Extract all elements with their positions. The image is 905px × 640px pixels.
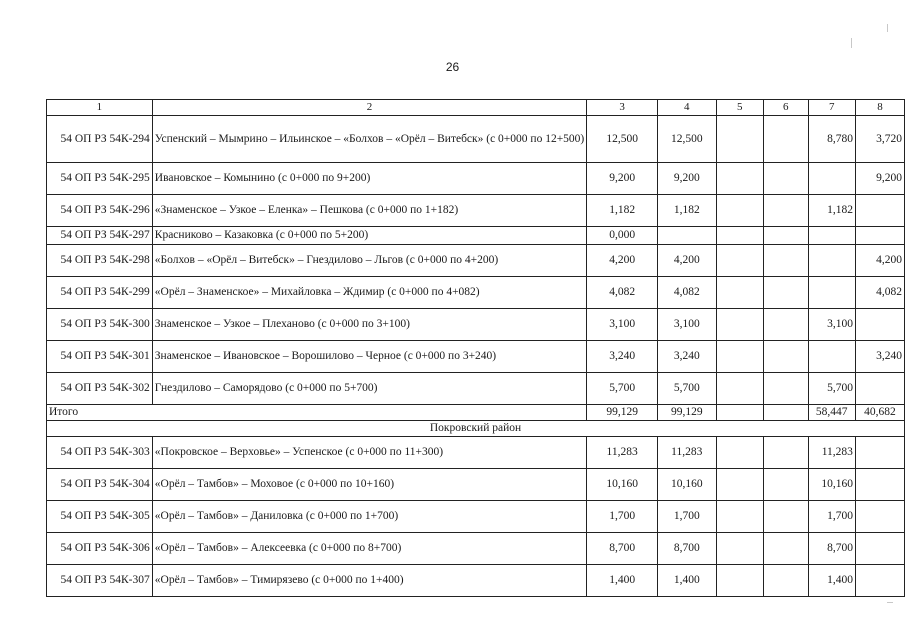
road-code: 54 ОП РЗ 54К-301 bbox=[47, 341, 153, 373]
table-row bbox=[47, 501, 905, 533]
road-name: Ивановское – Комынино (с 0+000 по 9+200) bbox=[152, 163, 586, 195]
col8-value bbox=[855, 195, 904, 227]
road-code: 54 ОП РЗ 54К-302 bbox=[47, 373, 153, 405]
total-c4-value: 99,129 bbox=[658, 405, 717, 421]
road-name: «Орёл – Тамбов» – Даниловка (с 0+000 по 1+700) bbox=[152, 501, 586, 533]
road-name: «Орёл – Тамбов» – Алексеевка (с 0+000 по 8+700) bbox=[152, 533, 586, 565]
col5-value bbox=[716, 195, 763, 227]
col7-value: 8,700 bbox=[808, 533, 855, 565]
road-code: 54 ОП РЗ 54К-298 bbox=[47, 245, 153, 277]
total-c8-value: 40,682 bbox=[855, 405, 904, 421]
road-code: 54 ОП РЗ 54К-297 bbox=[47, 227, 153, 245]
col4-value: 10,160 bbox=[658, 469, 717, 501]
road-code: 54 ОП РЗ 54К-304 bbox=[47, 469, 153, 501]
road-name: «Орёл – Тамбов» – Моховое (с 0+000 по 10+160) bbox=[152, 469, 586, 501]
col8-value: 3,240 bbox=[855, 341, 904, 373]
col5-value bbox=[716, 565, 763, 597]
col3-value: 12,500 bbox=[587, 116, 658, 163]
col4-value: 5,700 bbox=[658, 373, 717, 405]
col4-value: 1,400 bbox=[658, 565, 717, 597]
table-row bbox=[47, 469, 905, 501]
road-name: «Орёл – Знаменское» – Михайловка – Ждимир (с 0+000 по 4+082) bbox=[152, 277, 586, 309]
col4-value: 8,700 bbox=[658, 533, 717, 565]
col7-value: 1,400 bbox=[808, 565, 855, 597]
scan-mark bbox=[887, 24, 888, 32]
total-c6-value bbox=[763, 405, 808, 421]
col8-value bbox=[855, 309, 904, 341]
road-name: Успенский – Мымрино – Ильинское – «Болхов – «Орёл – Витебск» (с 0+000 по 12+500) bbox=[152, 116, 586, 163]
table-row bbox=[47, 341, 905, 373]
table-row bbox=[47, 277, 905, 309]
col3-value: 1,400 bbox=[587, 565, 658, 597]
col3-value: 5,700 bbox=[587, 373, 658, 405]
header-cell: 7 bbox=[808, 100, 855, 116]
col8-value bbox=[855, 227, 904, 245]
col4-value: 4,082 bbox=[658, 277, 717, 309]
col7-value: 1,182 bbox=[808, 195, 855, 227]
col6-value bbox=[763, 341, 808, 373]
col7-value bbox=[808, 277, 855, 309]
col7-value: 11,283 bbox=[808, 437, 855, 469]
col5-value bbox=[716, 227, 763, 245]
col3-value: 3,240 bbox=[587, 341, 658, 373]
section-title: Покровский район bbox=[47, 421, 905, 437]
road-name: Знаменское – Узкое – Плеханово (с 0+000 по 3+100) bbox=[152, 309, 586, 341]
table-row bbox=[47, 309, 905, 341]
col7-value bbox=[808, 341, 855, 373]
header-cell: 5 bbox=[716, 100, 763, 116]
col8-value bbox=[855, 565, 904, 597]
col6-value bbox=[763, 533, 808, 565]
col7-value bbox=[808, 245, 855, 277]
col3-value: 4,082 bbox=[587, 277, 658, 309]
col3-value: 3,100 bbox=[587, 309, 658, 341]
col4-value: 4,200 bbox=[658, 245, 717, 277]
road-code: 54 ОП РЗ 54К-305 bbox=[47, 501, 153, 533]
col6-value bbox=[763, 501, 808, 533]
table-row bbox=[47, 227, 905, 245]
table-row bbox=[47, 437, 905, 469]
road-code: 54 ОП РЗ 54К-296 bbox=[47, 195, 153, 227]
col6-value bbox=[763, 437, 808, 469]
col5-value bbox=[716, 373, 763, 405]
header-cell: 8 bbox=[855, 100, 904, 116]
header-row bbox=[47, 100, 905, 116]
col8-value bbox=[855, 469, 904, 501]
col4-value: 12,500 bbox=[658, 116, 717, 163]
table-row bbox=[47, 373, 905, 405]
road-name: «Орёл – Тамбов» – Тимирязево (с 0+000 по 1+400) bbox=[152, 565, 586, 597]
table-row bbox=[47, 163, 905, 195]
col5-value bbox=[716, 533, 763, 565]
header-cell: 3 bbox=[587, 100, 658, 116]
col3-value: 0,000 bbox=[587, 227, 658, 245]
col6-value bbox=[763, 469, 808, 501]
col8-value: 3,720 bbox=[855, 116, 904, 163]
total-c7-value: 58,447 bbox=[808, 405, 855, 421]
table-row bbox=[47, 195, 905, 227]
col7-value: 5,700 bbox=[808, 373, 855, 405]
col4-value: 3,100 bbox=[658, 309, 717, 341]
col5-value bbox=[716, 341, 763, 373]
road-code: 54 ОП РЗ 54К-300 bbox=[47, 309, 153, 341]
page-number: 26 bbox=[445, 60, 460, 74]
col3-value: 1,700 bbox=[587, 501, 658, 533]
road-name: Красниково – Казаковка (с 0+000 по 5+200) bbox=[152, 227, 586, 245]
col7-value: 1,700 bbox=[808, 501, 855, 533]
col6-value bbox=[763, 309, 808, 341]
road-name: Гнездилово – Саморядово (с 0+000 по 5+700) bbox=[152, 373, 586, 405]
col4-value: 3,240 bbox=[658, 341, 717, 373]
col8-value bbox=[855, 437, 904, 469]
col5-value bbox=[716, 116, 763, 163]
col6-value bbox=[763, 163, 808, 195]
col4-value: 11,283 bbox=[658, 437, 717, 469]
road-code: 54 ОП РЗ 54К-303 bbox=[47, 437, 153, 469]
col5-value bbox=[716, 277, 763, 309]
header-cell: 1 bbox=[47, 100, 153, 116]
col7-value: 8,780 bbox=[808, 116, 855, 163]
col5-value bbox=[716, 437, 763, 469]
table-row bbox=[47, 565, 905, 597]
col6-value bbox=[763, 277, 808, 309]
col6-value bbox=[763, 565, 808, 597]
col7-value bbox=[808, 163, 855, 195]
header-cell: 4 bbox=[658, 100, 717, 116]
table-row bbox=[47, 116, 905, 163]
header-cell: 2 bbox=[152, 100, 586, 116]
road-code: 54 ОП РЗ 54К-306 bbox=[47, 533, 153, 565]
road-name: «Покровское – Верховье» – Успенское (с 0+000 по 11+300) bbox=[152, 437, 586, 469]
col8-value bbox=[855, 373, 904, 405]
road-code: 54 ОП РЗ 54К-295 bbox=[47, 163, 153, 195]
road-code: 54 ОП РЗ 54К-294 bbox=[47, 116, 153, 163]
scan-mark bbox=[887, 602, 893, 603]
total-row bbox=[47, 405, 905, 421]
col8-value: 4,200 bbox=[855, 245, 904, 277]
col7-value bbox=[808, 227, 855, 245]
col5-value bbox=[716, 245, 763, 277]
col4-value: 1,182 bbox=[658, 195, 717, 227]
roads-table bbox=[46, 99, 905, 597]
total-c3-value: 99,129 bbox=[587, 405, 658, 421]
total-label: Итого bbox=[47, 405, 587, 421]
road-name: «Болхов – «Орёл – Витебск» – Гнездилово – Льгов (с 0+000 по 4+200) bbox=[152, 245, 586, 277]
col5-value bbox=[716, 163, 763, 195]
col6-value bbox=[763, 245, 808, 277]
col4-value: 9,200 bbox=[658, 163, 717, 195]
col8-value: 4,082 bbox=[855, 277, 904, 309]
col3-value: 1,182 bbox=[587, 195, 658, 227]
col5-value bbox=[716, 469, 763, 501]
col3-value: 9,200 bbox=[587, 163, 658, 195]
col5-value bbox=[716, 501, 763, 533]
col6-value bbox=[763, 116, 808, 163]
col3-value: 10,160 bbox=[587, 469, 658, 501]
col3-value: 8,700 bbox=[587, 533, 658, 565]
col7-value: 10,160 bbox=[808, 469, 855, 501]
road-name: «Знаменское – Узкое – Еленка» – Пешкова (с 0+000 по 1+182) bbox=[152, 195, 586, 227]
table-row bbox=[47, 533, 905, 565]
road-name: Знаменское – Ивановское – Ворошилово – Черное (с 0+000 по 3+240) bbox=[152, 341, 586, 373]
col6-value bbox=[763, 195, 808, 227]
table-row bbox=[47, 245, 905, 277]
col5-value bbox=[716, 309, 763, 341]
road-code: 54 ОП РЗ 54К-307 bbox=[47, 565, 153, 597]
col8-value bbox=[855, 501, 904, 533]
col7-value: 3,100 bbox=[808, 309, 855, 341]
col8-value: 9,200 bbox=[855, 163, 904, 195]
total-c5-value bbox=[716, 405, 763, 421]
col6-value bbox=[763, 227, 808, 245]
col3-value: 4,200 bbox=[587, 245, 658, 277]
section-row bbox=[47, 421, 905, 437]
road-code: 54 ОП РЗ 54К-299 bbox=[47, 277, 153, 309]
col4-value: 1,700 bbox=[658, 501, 717, 533]
scan-mark bbox=[851, 38, 852, 48]
header-cell: 6 bbox=[763, 100, 808, 116]
col8-value bbox=[855, 533, 904, 565]
col4-value bbox=[658, 227, 717, 245]
col3-value: 11,283 bbox=[587, 437, 658, 469]
col6-value bbox=[763, 373, 808, 405]
